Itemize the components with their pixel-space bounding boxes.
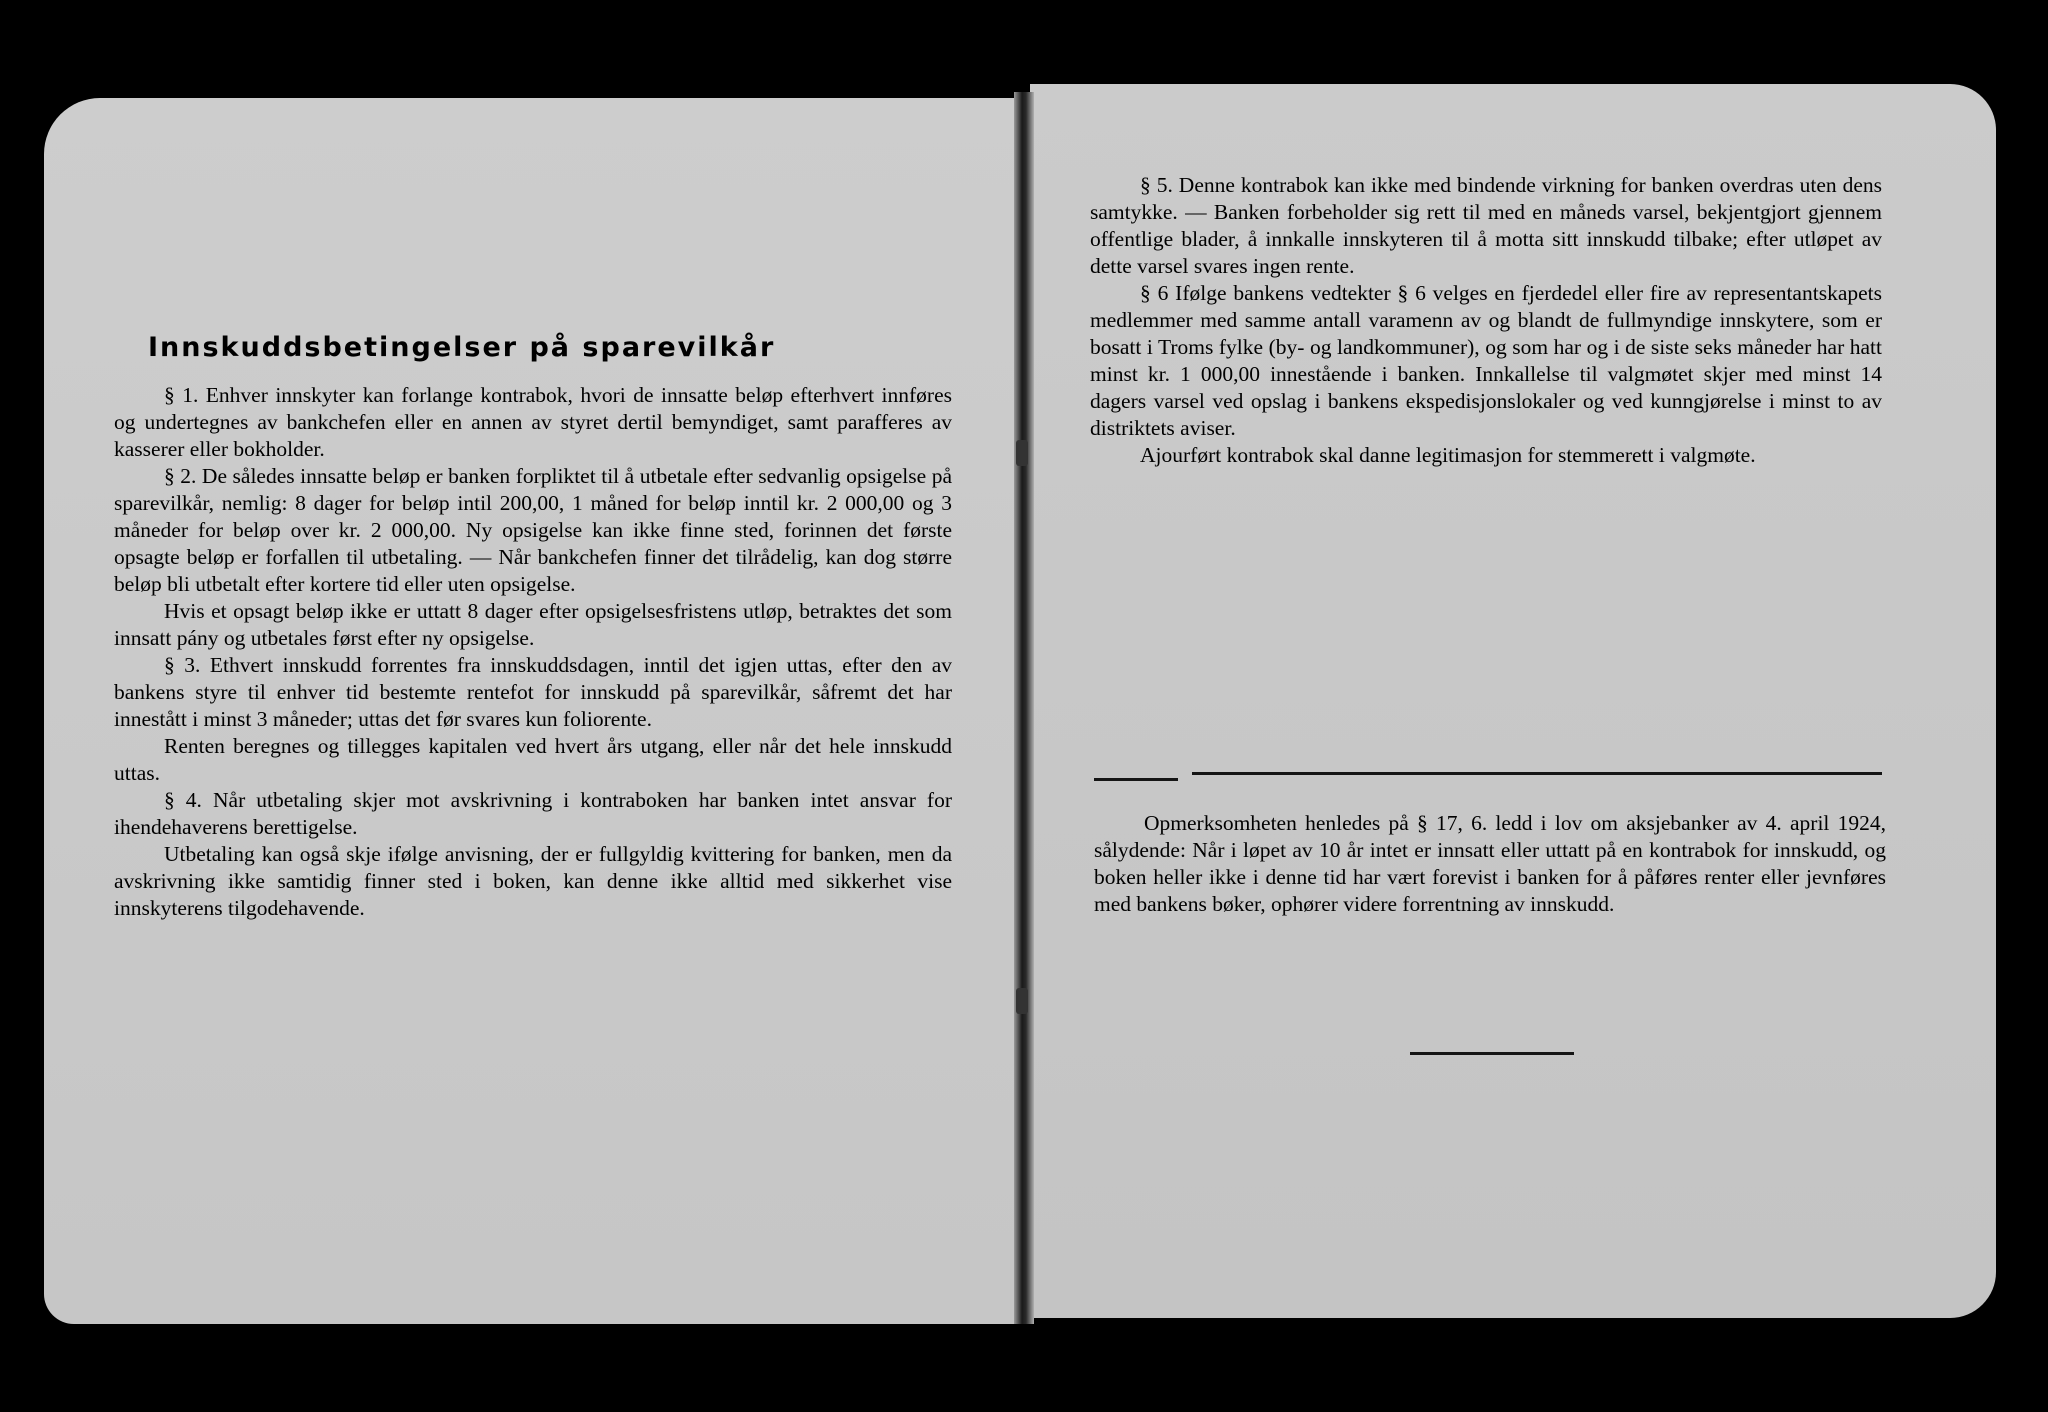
paragraph-section-3-cont: Renten beregnes og tillegges kapitalen ved hvert års utgang, eller når det hele innskudd uttas. xyxy=(114,734,952,785)
paragraph-section-6: § 6 Ifølge bankens vedtekter § 6 velges en fjerdedel eller fire av representantskapets medlemmer med samme antall varamenn av og blandt de fullmyndige innskytere, som er bosatt i Troms fylke (by- og landkommuner), og som har og i de siste seks måneder har hatt minst kr. 1 000,00 innestående i banken. Innkallelse til valgmøtet skjer med minst 14 dagers varsel ved opslag i bankens ekspedisjonslokaler og ved kunngjørelse i minst to av distriktets aviser. xyxy=(1090,281,1882,440)
paragraph-section-5: § 5. Denne kontrabok kan ikke med bindende virkning for banken overdras uten dens samtykke. — Banken forbeholder sig rett til med en måneds varsel, bekjentgjort gjennem offentlige blader, å innkalle innskyteren til å motta sitt innskudd tilbake; efter utløpet av dette varsel svares ingen rente. xyxy=(1090,173,1882,278)
book-spine xyxy=(1014,92,1034,1324)
paragraph-section-3: § 3. Ethvert innskudd forrentes fra innskuddsdagen, inntil det igjen uttas, efter den av bankens styre til enhver tid bestemte rentefot for innskudd på sparevilkår, såfremt det har innestått i minst 3 måneder; uttas det før svares kun foliorente. xyxy=(114,653,952,731)
page-title: Innskuddsbetingelser på sparevilkår xyxy=(148,332,776,363)
paragraph-section-1: § 1. Enhver innskyter kan forlange kontrabok, hvori de innsatte beløp efterhvert innføres og undertegnes av bankchefen eller en annen av styret dertil bemyndiget, samt parafferes av kasserer eller bokholder. xyxy=(114,383,952,461)
staple-top xyxy=(1016,440,1028,466)
paragraph-section-4: § 4. Når utbetaling skjer mot avskrivning i kontraboken har banken intet ansvar for ihendehaverens berettigelse. xyxy=(114,788,952,839)
legal-note-text: Opmerksomheten henledes på § 17, 6. ledd i lov om aksjebanker av 4. april 1924, sålydende: Når i løpet av 10 år intet er innsatt eller uttatt på en kontrabok for innskudd, og boken heller ikke i denne tid har vært forevist i banken for å påføres renter eller jevnføres med bankens bøker, ophører videre forrentning av innskudd. xyxy=(1094,811,1886,916)
paragraph-section-6-cont: Ajourført kontrabok skal danne legitimasjon for stemmerett i valgmøte. xyxy=(1140,443,1756,467)
right-terms xyxy=(1090,172,1882,469)
divider-end xyxy=(1410,1052,1574,1055)
paragraph-section-4-cont: Utbetaling kan også skje ifølge anvisning, der er fullgyldig kvittering for banken, men da avskrivning ikke samtidig finner sted i boken, kan denne ikke alltid med sikkerhet vise innskyterens tilgodehavende. xyxy=(114,842,952,920)
paragraph-section-2: § 2. De således innsatte beløp er banken forpliktet til å utbetale efter sedvanlig opsigelse på sparevilkår, nemlig: 8 dager for beløp intil 200,00, 1 måned for beløp inntil kr. 2 000,00 og 3 måneder for beløp over kr. 2 000,00. Ny opsigelse kan ikke finne sted, forinnen det første opsagte beløp er forfallen til utbetaling. — Når bankchefen finner det tilrådelig, kan dog større beløp bli utbetalt efter kortere tid eller uten opsigelse. xyxy=(114,464,952,596)
legal-note xyxy=(1094,810,1886,918)
staple-middle xyxy=(1016,988,1028,1014)
left-terms xyxy=(114,382,952,922)
paragraph-section-2-cont: Hvis et opsagt beløp ikke er uttatt 8 dager efter opsigelsesfristens utløp, betraktes det som innsatt pány og utbetales først efter ny opsigelse. xyxy=(114,599,952,650)
divider-long xyxy=(1192,772,1882,775)
divider-short xyxy=(1094,778,1178,781)
